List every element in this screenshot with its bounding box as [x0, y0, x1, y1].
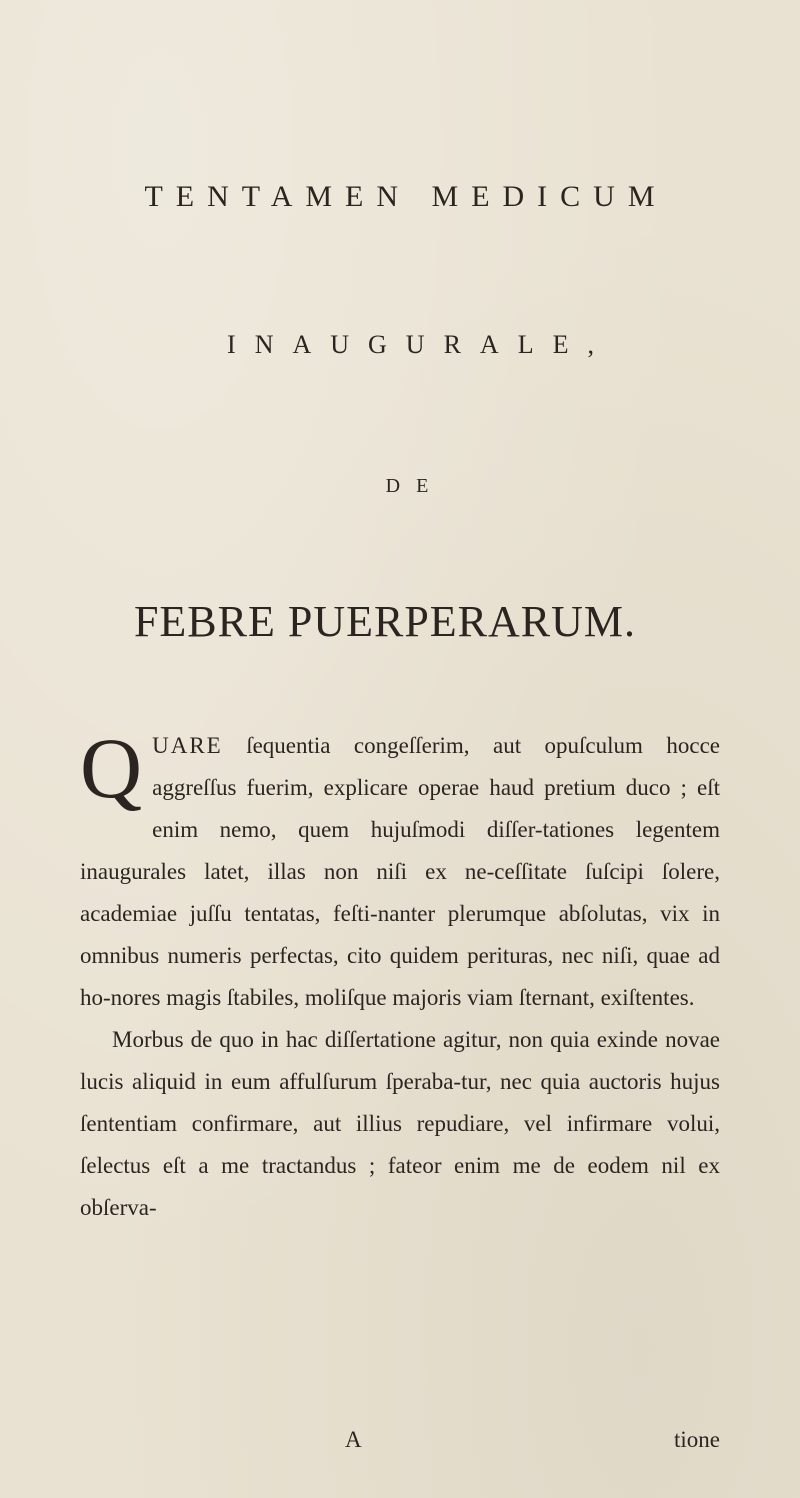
catchword: tione [674, 1427, 720, 1452]
title-de: DE [385, 475, 445, 497]
title-topic: FEBRE PUERPERARUM. [133, 597, 637, 646]
paragraph-1-text: ſequentia congeſſerim, aut opuſculum hocce aggreſſus fuerim, explicare operae haud pretium duco ; eſt enim nemo, quem hujuſmodi diſſer-tationes legentem inaugurales latet, illas non niſi ex ne-ceſſitate ſuſcipi ſolere, academiae juſſu tentatas, feſti-nanter plerumque abſolutas, vix in omnibus numeris perfectas, cito quidem perituras, nec niſi, quae ad ho-nores magis ſtabiles, moliſque majoris viam ſternant, exiſtentes. [80, 733, 720, 1010]
first-word: UARE [152, 733, 223, 758]
drop-cap: Q [80, 720, 143, 816]
title-sub: INAUGURALE, [227, 330, 613, 359]
title-main: TENTAMEN MEDICUM [144, 180, 668, 213]
page-footer [80, 1427, 720, 1467]
body-text [80, 720, 720, 1229]
signature-mark: A [345, 1427, 362, 1452]
paragraph-1 [80, 720, 720, 1019]
paragraph-2: Morbus de quo in hac diſſertatione agitur, non quia exinde novae lucis aliquid in eum affulſurum ſperaba-tur, nec quia auctoris hujus ſententiam confirmare, aut illius repudiare, vel infirmare volui, ſelectus eſt a me tractandus ; fateor enim me de eodem nil ex obſerva- [80, 1027, 720, 1220]
